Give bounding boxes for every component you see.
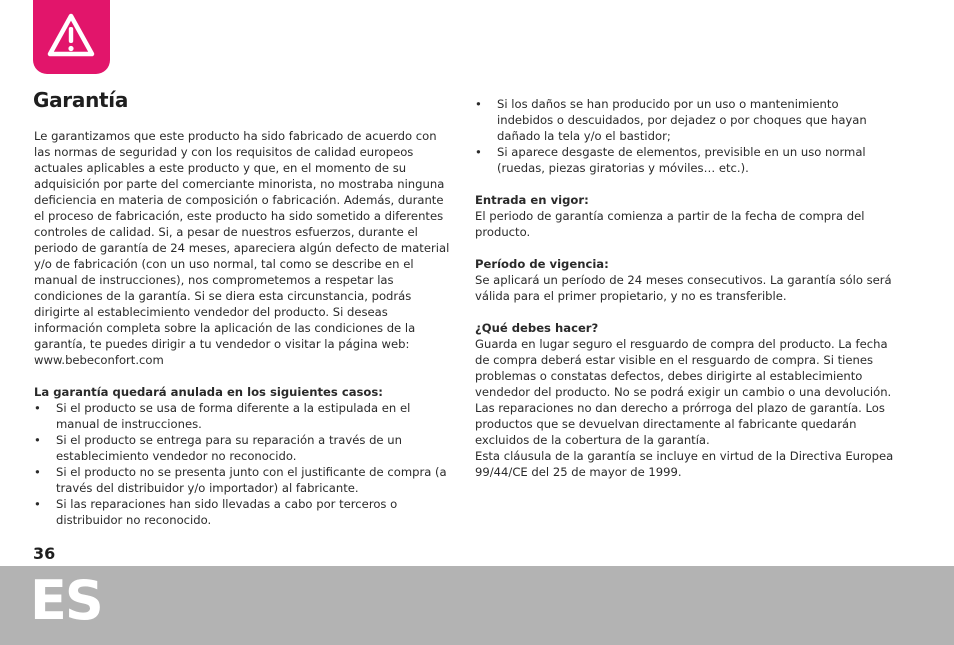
list-item: • Si el producto no se presenta junto con el justificante de compra (a través del distribuidor y/o importador) al fabricante. — [34, 465, 447, 495]
void-list — [34, 400, 452, 528]
list-item: • Si los daños se han producido por un uso o mantenimiento indebidos o descuidados, por dejadez o por choques que hayan dañado la tela y/o el bastidor; — [475, 97, 867, 143]
void-list-continued — [475, 96, 895, 176]
warning-badge — [33, 0, 110, 74]
page-title: Garantía — [33, 88, 129, 112]
list-item: • Si aparece desgaste de elementos, previsible en un uso normal (ruedas, piezas giratorias y móviles… etc.). — [475, 145, 866, 175]
left-column — [34, 128, 452, 528]
void-heading: La garantía quedará anulada en los siguientes casos: — [34, 385, 383, 399]
todo-heading: ¿Qué debes hacer? — [475, 321, 599, 335]
list-item: • Si el producto se usa de forma diferente a la estipulada en el manual de instrucciones. — [34, 401, 411, 431]
entry-heading: Entrada en vigor: — [475, 193, 589, 207]
language-code: ES — [30, 569, 102, 632]
bullet-icon: • — [34, 497, 41, 511]
right-column — [475, 96, 895, 480]
warning-triangle-icon — [46, 11, 96, 61]
list-item: • Si las reparaciones han sido llevadas a cabo por terceros o distribuidor no reconocido. — [34, 497, 398, 527]
bullet-icon: • — [475, 145, 482, 159]
todo-text: Guarda en lugar seguro el resguardo de compra del producto. La fecha de compra deberá estar visible en el resguardo de compra. Si tienes problemas o constatas defectos, debes dirigirte al establecimiento vendedor del producto. No se podrá exigir un cambio o una devolución. Las reparaciones no dan derecho a prórroga del plazo de garantía. Los productos que se devuelvan directamente al fabricante quedarán excluidos de la cobertura de la garantía. — [475, 337, 892, 447]
bullet-icon: • — [475, 97, 482, 111]
bullet-icon: • — [34, 401, 41, 415]
validity-text: Se aplicará un período de 24 meses consecutivos. La garantía sólo será válida para el primer propietario, y no es transferible. — [475, 273, 892, 303]
directive-text: Esta cláusula de la garantía se incluye en virtud de la Directiva Europea 99/44/CE del 25 de mayor de 1999. — [475, 449, 894, 479]
entry-text: El periodo de garantía comienza a partir de la fecha de compra del producto. — [475, 209, 865, 239]
list-item: • Si el producto se entrega para su reparación a través de un establecimiento vendedor no reconocido. — [34, 433, 402, 463]
bullet-icon: • — [34, 433, 41, 447]
validity-heading: Período de vigencia: — [475, 257, 609, 271]
page-number: 36 — [33, 544, 56, 563]
intro-paragraph: Le garantizamos que este producto ha sido fabricado de acuerdo con las normas de seguridad y con los requisitos de calidad europeos actuales aplicables a este producto y que, en el momento de su adquisición por parte del comerciante minorista, no mostraba ninguna deficiencia en materia de composición o fabricación. Además, durante el proceso de fabricación, este producto ha sido sometido a diferentes controles de calidad. Si, a pesar de nuestros esfuerzos, durante el periodo de garantía de 24 meses, apareciera algún defecto de material y/o de fabricación (con un uso normal, tal como se describe en el manual de instrucciones), nos comprometemos a respetar las condiciones de la garantía. Si se diera esta circunstancia, podrás dirigirte al establecimiento vendedor del producto. Si deseas información completa sobre la aplicación de las condiciones de la garantía, te puedes dirigir a tu vendedor o visitar la página web: www.bebeconfort.com — [34, 129, 450, 367]
language-footer — [0, 566, 954, 645]
bullet-icon: • — [34, 465, 41, 479]
